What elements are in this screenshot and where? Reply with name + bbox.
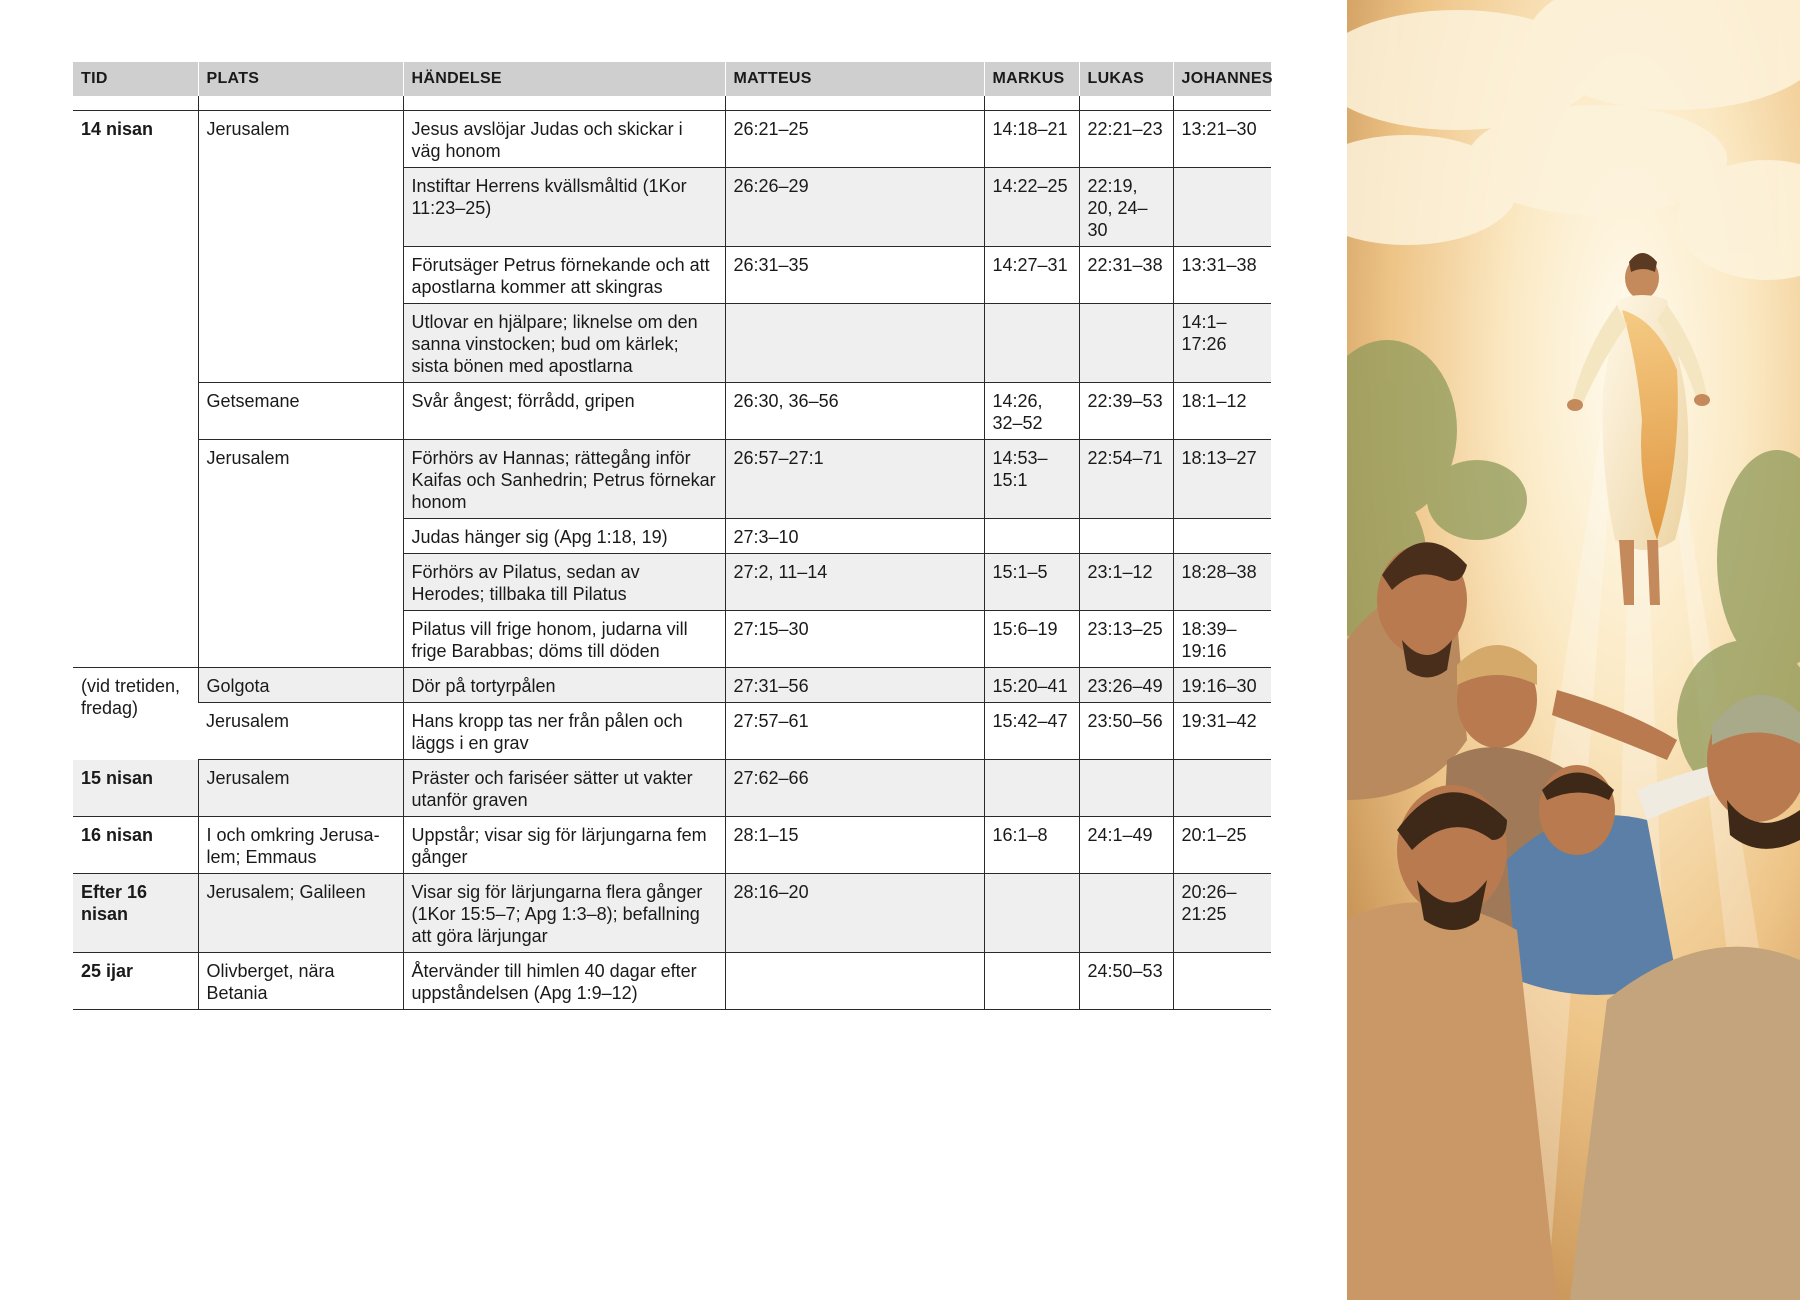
cell-markus: 14:18–21 bbox=[984, 111, 1079, 168]
cell-johannes bbox=[1173, 168, 1271, 247]
cell-plats: Jerusalem bbox=[198, 760, 403, 817]
cell-markus bbox=[984, 874, 1079, 953]
cell-handelse: Judas hänger sig (Apg 1:18, 19) bbox=[403, 519, 725, 554]
gospel-events-table bbox=[73, 62, 1271, 1010]
header-tid: TID bbox=[73, 62, 198, 96]
cell-matteus: 27:62–66 bbox=[725, 760, 984, 817]
cell-markus bbox=[984, 519, 1079, 554]
cell-markus bbox=[984, 953, 1079, 1010]
cell-plats bbox=[198, 611, 403, 668]
cell-lukas: 23:50–56 bbox=[1079, 703, 1173, 760]
cell-johannes: 19:31–42 bbox=[1173, 703, 1271, 760]
cell-plats: Jerusalem bbox=[198, 703, 403, 760]
cell-plats bbox=[198, 304, 403, 383]
cell-handelse: Visar sig för lärjungarna flera gånger (1Kor 15:5–7; Apg 1:3–8); befallning att göra lärjungar bbox=[403, 874, 725, 953]
cell-johannes: 18:13–27 bbox=[1173, 440, 1271, 519]
ascension-illustration bbox=[1347, 0, 1800, 1300]
cell-johannes bbox=[1173, 953, 1271, 1010]
cell-lukas bbox=[1079, 760, 1173, 817]
cell-johannes: 20:1–25 bbox=[1173, 817, 1271, 874]
cell-plats: Jerusalem bbox=[198, 111, 403, 168]
cell-plats: Getsemane bbox=[198, 383, 403, 440]
header-johannes: JOHANNES bbox=[1173, 62, 1271, 96]
cell-matteus: 27:31–56 bbox=[725, 668, 984, 703]
cell-matteus: 27:3–10 bbox=[725, 519, 984, 554]
table-row bbox=[73, 668, 1271, 703]
cell-tid bbox=[73, 383, 198, 440]
table-row bbox=[73, 304, 1271, 383]
cell-matteus bbox=[725, 304, 984, 383]
cell-markus: 16:1–8 bbox=[984, 817, 1079, 874]
cell-handelse: Återvänder till himlen 40 dagar efter uppståndelsen (Apg 1:9–12) bbox=[403, 953, 725, 1010]
table-row bbox=[73, 168, 1271, 247]
cell-lukas bbox=[1079, 519, 1173, 554]
cell-tid: 16 nisan bbox=[73, 817, 198, 874]
cell-plats bbox=[198, 168, 403, 247]
cell-tid bbox=[73, 611, 198, 668]
cell-plats bbox=[198, 519, 403, 554]
cell-matteus: 26:21–25 bbox=[725, 111, 984, 168]
cell-plats: Jerusalem; Galileen bbox=[198, 874, 403, 953]
header-spacer bbox=[73, 96, 1271, 111]
cell-matteus: 26:57–27:1 bbox=[725, 440, 984, 519]
cell-matteus: 27:57–61 bbox=[725, 703, 984, 760]
cell-markus bbox=[984, 760, 1079, 817]
cell-johannes: 19:16–30 bbox=[1173, 668, 1271, 703]
cell-johannes: 18:1–12 bbox=[1173, 383, 1271, 440]
cell-johannes: 20:26–21:25 bbox=[1173, 874, 1271, 953]
cell-lukas: 22:21–23 bbox=[1079, 111, 1173, 168]
table-row bbox=[73, 611, 1271, 668]
cell-handelse: Jesus avslöjar Judas och skickar i väg honom bbox=[403, 111, 725, 168]
cell-handelse: Pilatus vill frige honom, judarna vill frige Barabbas; döms till döden bbox=[403, 611, 725, 668]
cell-handelse: Förutsäger Petrus förnekande och att apostlarna kommer att skingras bbox=[403, 247, 725, 304]
cell-johannes: 14:1–17:26 bbox=[1173, 304, 1271, 383]
header-markus: MARKUS bbox=[984, 62, 1079, 96]
cell-lukas: 22:31–38 bbox=[1079, 247, 1173, 304]
cell-lukas: 22:39–53 bbox=[1079, 383, 1173, 440]
cell-plats bbox=[198, 554, 403, 611]
table-header-row bbox=[73, 62, 1271, 96]
table-row bbox=[73, 111, 1271, 168]
cell-tid: (vid tretiden, fredag) bbox=[81, 676, 181, 718]
cell-tid bbox=[73, 554, 198, 611]
cell-markus: 15:6–19 bbox=[984, 611, 1079, 668]
cell-matteus: 27:15–30 bbox=[725, 611, 984, 668]
cell-lukas: 24:1–49 bbox=[1079, 817, 1173, 874]
cell-lukas: 23:13–25 bbox=[1079, 611, 1173, 668]
cell-lukas bbox=[1079, 304, 1173, 383]
cell-markus: 14:22–25 bbox=[984, 168, 1079, 247]
cell-johannes: 18:39–19:16 bbox=[1173, 611, 1271, 668]
cell-markus: 14:53–15:1 bbox=[984, 440, 1079, 519]
cell-johannes bbox=[1173, 519, 1271, 554]
cell-tid: 14 nisan bbox=[81, 119, 154, 139]
cell-handelse: Svår ångest; förrådd, gripen bbox=[403, 383, 725, 440]
cell-handelse: Uppstår; visar sig för lärjungarna fem gånger bbox=[403, 817, 725, 874]
table-row bbox=[73, 440, 1271, 519]
cell-lukas: 24:50–53 bbox=[1079, 953, 1173, 1010]
cell-tid bbox=[73, 440, 198, 519]
header-plats: PLATS bbox=[198, 62, 403, 96]
cell-johannes bbox=[1173, 760, 1271, 817]
cell-matteus: 27:2, 11–14 bbox=[725, 554, 984, 611]
table-row bbox=[73, 953, 1271, 1010]
cell-tid bbox=[73, 168, 198, 247]
cell-tid bbox=[73, 519, 198, 554]
cell-johannes: 13:31–38 bbox=[1173, 247, 1271, 304]
cell-tid: 25 ijar bbox=[73, 953, 198, 1010]
table-row bbox=[73, 247, 1271, 304]
header-handelse: HÄNDELSE bbox=[403, 62, 725, 96]
cell-tid: Efter 16 nisan bbox=[73, 874, 198, 953]
table-row bbox=[73, 760, 1271, 817]
cell-lukas: 22:19, 20, 24–30 bbox=[1079, 168, 1173, 247]
table-row bbox=[73, 817, 1271, 874]
cell-handelse: Förhörs av Pilatus, sedan av Herodes; tillbaka till Pilatus bbox=[403, 554, 725, 611]
header-matteus: MATTEUS bbox=[725, 62, 984, 96]
cell-lukas: 23:1–12 bbox=[1079, 554, 1173, 611]
cell-plats: Olivberget, nära Betania bbox=[198, 953, 403, 1010]
cell-markus: 15:1–5 bbox=[984, 554, 1079, 611]
cell-lukas: 23:26–49 bbox=[1079, 668, 1173, 703]
cell-plats: Jerusalem bbox=[198, 440, 403, 519]
cell-matteus: 28:1–15 bbox=[725, 817, 984, 874]
cell-tid bbox=[73, 247, 198, 304]
cell-handelse: Hans kropp tas ner från pålen och läggs i en grav bbox=[403, 703, 725, 760]
cell-lukas: 22:54–71 bbox=[1079, 440, 1173, 519]
cell-markus bbox=[984, 304, 1079, 383]
cell-johannes: 18:28–38 bbox=[1173, 554, 1271, 611]
cell-plats bbox=[198, 247, 403, 304]
cell-matteus bbox=[725, 953, 984, 1010]
cell-handelse: Förhörs av Hannas; rättegång inför Kaifas och Sanhedrin; Petrus förnekar honom bbox=[403, 440, 725, 519]
cell-matteus: 26:31–35 bbox=[725, 247, 984, 304]
cell-handelse: Instiftar Herrens kvällsmåltid (1Kor 11:23–25) bbox=[403, 168, 725, 247]
cell-markus: 15:20–41 bbox=[984, 668, 1079, 703]
table-row bbox=[73, 874, 1271, 953]
cell-matteus: 26:26–29 bbox=[725, 168, 984, 247]
cell-tid bbox=[73, 304, 198, 383]
header-lukas: LUKAS bbox=[1079, 62, 1173, 96]
cell-tid: 15 nisan bbox=[73, 760, 198, 817]
cell-matteus: 26:30, 36–56 bbox=[725, 383, 984, 440]
table-row bbox=[73, 703, 1271, 760]
cell-matteus: 28:16–20 bbox=[725, 874, 984, 953]
table-row bbox=[73, 519, 1271, 554]
cell-plats: Golgota bbox=[198, 668, 403, 703]
table-row bbox=[73, 383, 1271, 440]
cell-plats: I och omkring Jerusalem; Emmaus bbox=[198, 817, 403, 874]
cell-handelse: Präster och fariséer sätter ut vakter utanför graven bbox=[403, 760, 725, 817]
cell-handelse: Utlovar en hjälpare; liknelse om den sanna vinstocken; bud om kärlek; sista bönen med apostlarna bbox=[403, 304, 725, 383]
cell-markus: 15:42–47 bbox=[984, 703, 1079, 760]
cell-handelse: Dör på tortyrpålen bbox=[403, 668, 725, 703]
cell-johannes: 13:21–30 bbox=[1173, 111, 1271, 168]
cell-lukas bbox=[1079, 874, 1173, 953]
cell-markus: 14:27–31 bbox=[984, 247, 1079, 304]
cell-markus: 14:26, 32–52 bbox=[984, 383, 1079, 440]
table-row bbox=[73, 554, 1271, 611]
